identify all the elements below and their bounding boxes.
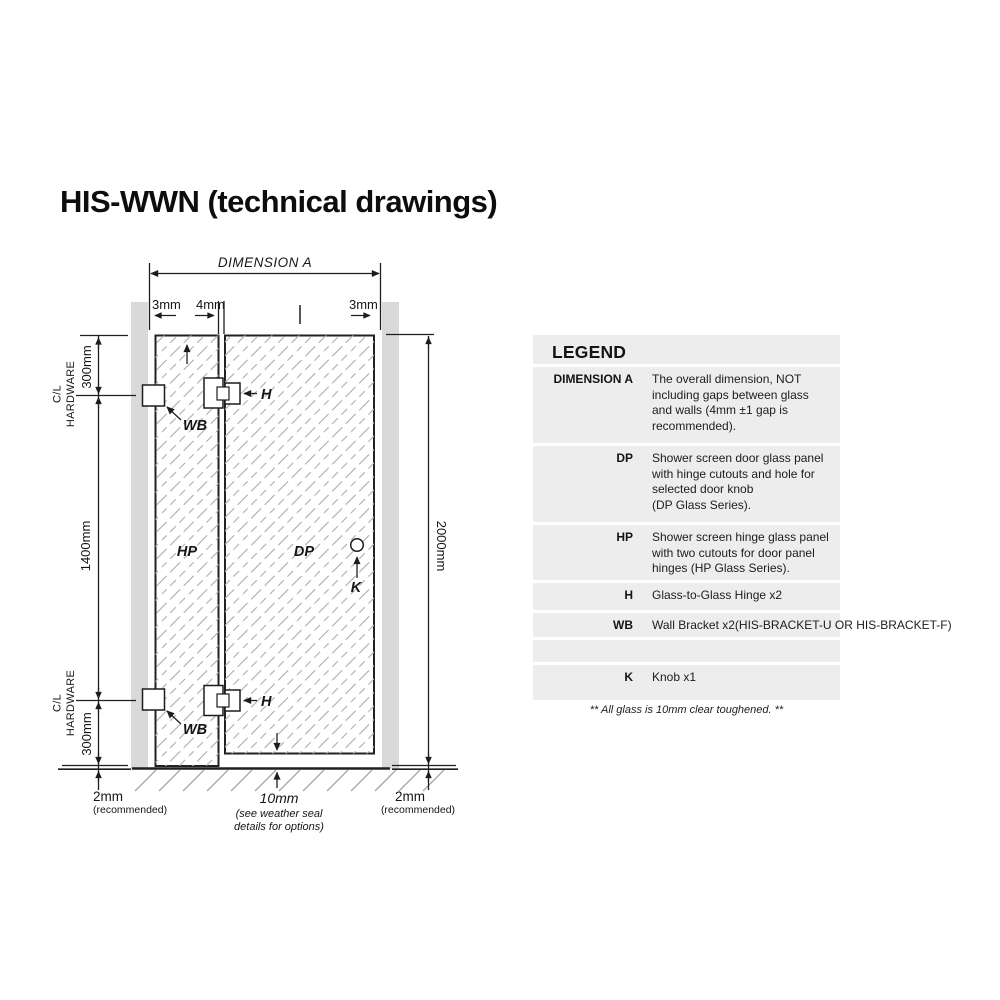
gap-right-label: 3mm (349, 297, 378, 312)
legend-term: DIMENSION A (553, 372, 633, 386)
left-dimension-chain (52, 336, 137, 791)
floor-gap-right-note: (recommended) (380, 804, 456, 816)
legend-definition: Knob x1 (652, 670, 697, 684)
legend-definition: The overall dimension, NOT including gaps between glass and walls (4mm ±1 gap is recommended). (652, 372, 809, 433)
right-wall (382, 302, 399, 769)
legend-row-dimension-a (533, 364, 840, 443)
top-offset-label: 300mm (79, 345, 94, 389)
legend-row-empty (533, 637, 840, 662)
legend-definition: Shower screen hinge glass panel with two cutouts for door panel hinges (HP Glass Series). (652, 530, 829, 575)
legend-panel (533, 335, 952, 700)
legend-row-h (533, 580, 840, 610)
legend-definition (652, 645, 834, 662)
hinge-top-label: H (261, 387, 272, 403)
centerline-label-top-2: HARDWARE (65, 360, 77, 428)
wall-bracket-top (143, 385, 165, 406)
legend-definition: Shower screen door glass panel with hinge cutouts and hole for selected door knob (DP Glass Series). (652, 451, 824, 512)
hinge-bottom-label: H (261, 694, 272, 710)
hinge-panel-label: HP (176, 544, 198, 560)
legend-row-hp (533, 522, 840, 580)
floor-gap-left-note: (recommended) (93, 804, 168, 816)
legend-term: WB (613, 618, 633, 632)
legend-definition: Glass-to-Glass Hinge x2 (652, 588, 783, 602)
centerline-label-bottom-1: C/L (51, 693, 64, 713)
floor-hatch (135, 770, 444, 791)
middle-span-label: 1400mm (78, 520, 93, 572)
page-title: HIS-WWN (technical drawings) (60, 184, 498, 219)
gap-left-label: 3mm (152, 297, 181, 312)
legend-row-wb (533, 610, 952, 637)
gap-middle-label: 4mm (196, 297, 225, 312)
floor (58, 766, 458, 792)
legend-term: HP (616, 530, 633, 544)
floor-gap-left-label: 2mm (93, 789, 123, 804)
floor-gap-right-label: 2mm (395, 789, 425, 804)
dimension-a-label: DIMENSION A (217, 255, 313, 270)
weather-seal-note-1: (see weather seal (235, 808, 323, 820)
legend-definition: Wall Bracket x2(HIS-BRACKET-U OR HIS-BRACKET-F) (652, 618, 952, 632)
centerline-label-top-1: C/L (51, 384, 64, 404)
knob-label: K (350, 580, 362, 596)
bottom-offset-label: 300mm (79, 712, 94, 756)
legend-term (533, 645, 633, 662)
top-gap-dimensions (152, 297, 378, 334)
door-floor-gap-label: 10mm (259, 790, 299, 806)
wall-bracket-bottom-label: WB (183, 722, 208, 738)
overall-height-label: 2000mm (434, 520, 449, 572)
legend-row-dp (533, 443, 840, 522)
door-panel-label: DP (293, 544, 315, 560)
centerline-label-bottom-2: HARDWARE (65, 669, 77, 737)
legend-term: DP (616, 451, 633, 465)
glass-footnote: ** All glass is 10mm clear toughened. ** (589, 704, 784, 716)
dimension-a (150, 255, 381, 330)
legend-term: H (624, 588, 633, 602)
legend-row-k (533, 662, 840, 700)
weather-seal-note-2: details for options) (234, 821, 324, 833)
legend-header: LEGEND (552, 342, 627, 362)
wall-bracket-top-label: WB (183, 418, 208, 434)
wall-bracket-bottom (143, 689, 165, 710)
knob (351, 539, 364, 552)
legend-term: K (624, 670, 633, 684)
